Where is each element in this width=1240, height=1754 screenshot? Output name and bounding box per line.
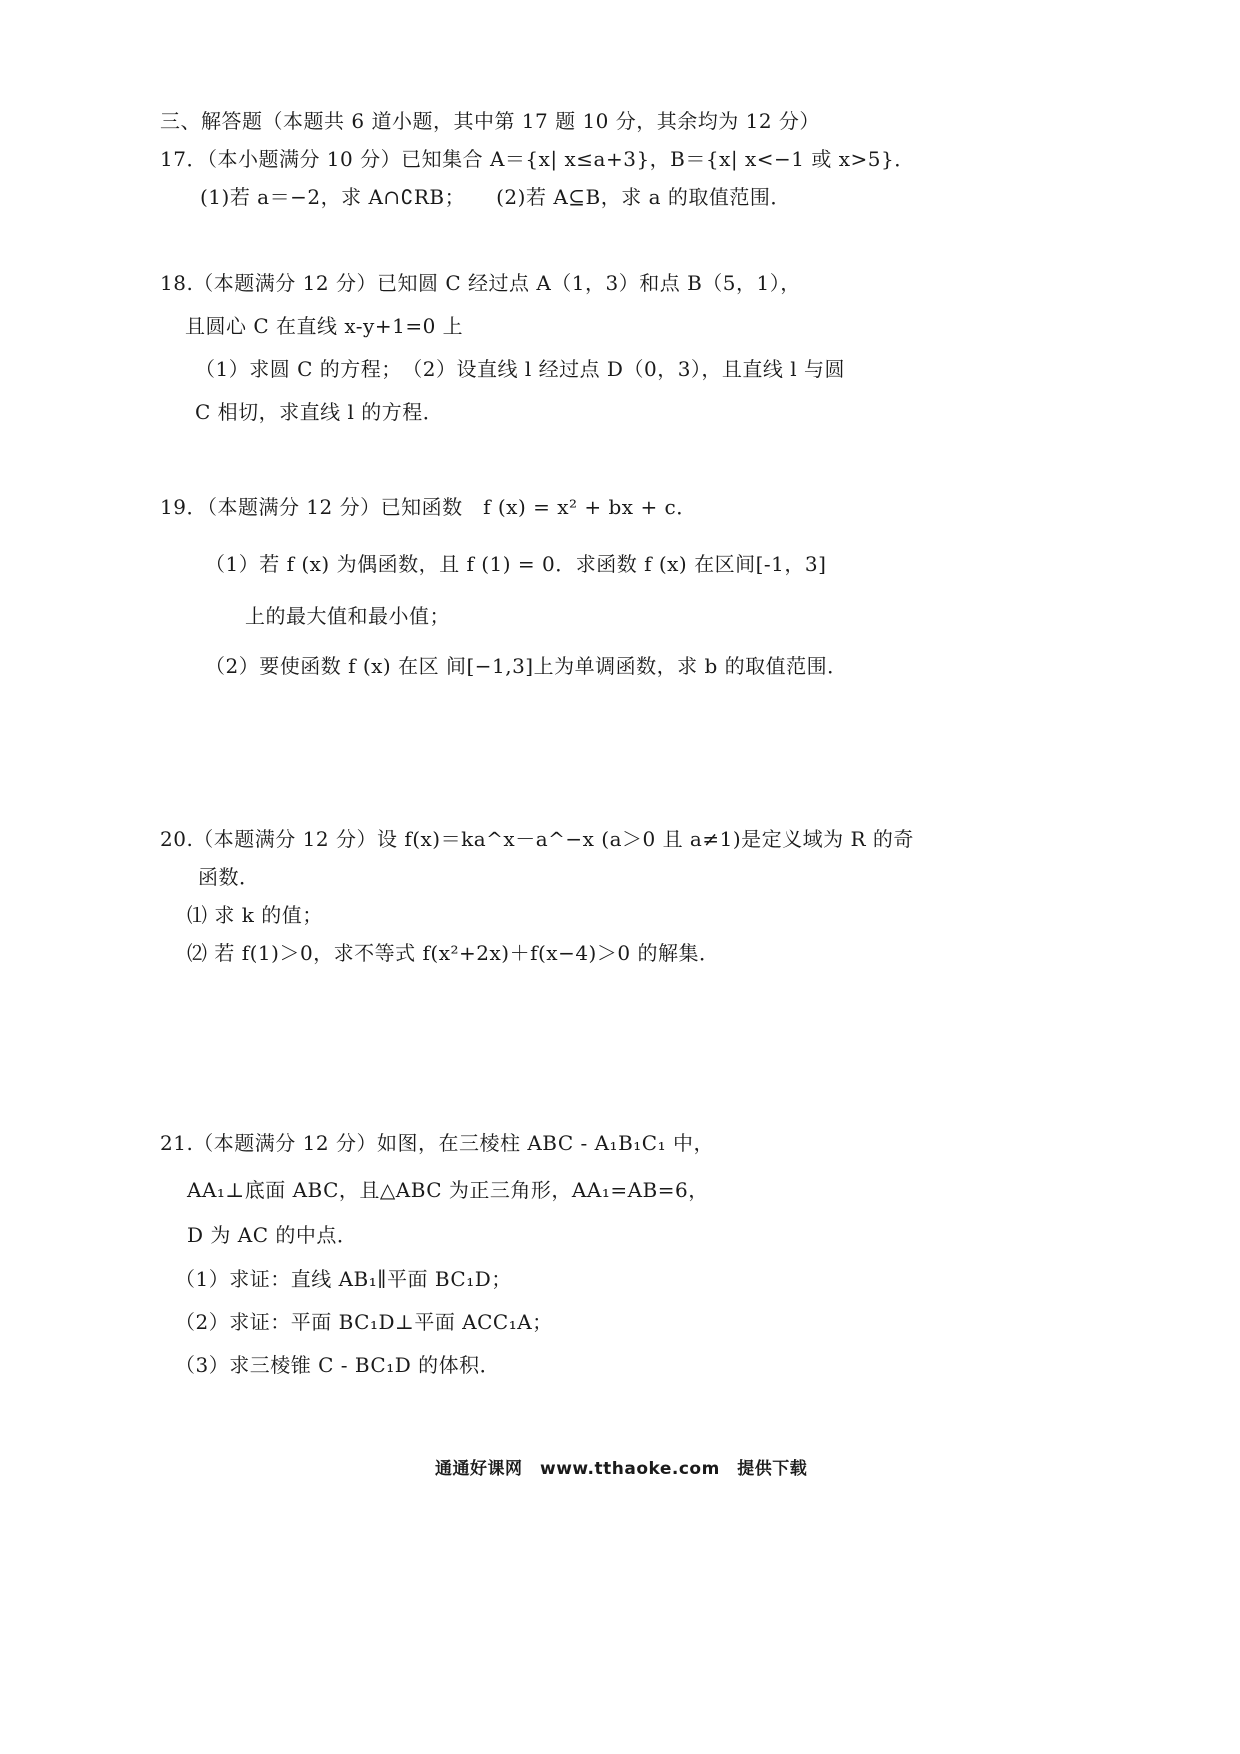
- question-18-stem: 18.（本题满分 12 分）已知圆 C 经过点 A（1，3）和点 B（5，1），: [160, 271, 801, 295]
- question-21-part3: （3）求三棱锥 C - BC₁D 的体积．: [175, 1353, 501, 1377]
- question-18-part1: （1）求圆 C 的方程； （2）设直线 l 经过点 D（0，3），且直线 l 与圆: [195, 357, 846, 381]
- question-18-line2: 且圆心 C 在直线 x-y+1=0 上: [185, 314, 464, 338]
- question-21-stem: 21.（本题满分 12 分）如图，在三棱柱 ABC - A₁B₁C₁ 中，: [160, 1131, 714, 1155]
- question-19-stem: 19．（本题满分 12 分）已知函数 f (x) = x² + bx + c．: [160, 495, 697, 519]
- question-18-part1-cont: C 相切，求直线 l 的方程．: [195, 400, 444, 424]
- footer-watermark: 通通好课网 www.tthaoke.com 提供下载: [435, 1459, 808, 1479]
- question-19-part1: （1）若 f (x) 为偶函数，且 f (1) = 0．求函数 f (x) 在区间[-1，3]: [205, 552, 827, 576]
- question-20-part1: ⑴ 求 k 的值；: [187, 903, 323, 927]
- question-21-part2: （2）求证：平面 BC₁D⊥平面 ACC₁A；: [175, 1310, 553, 1334]
- question-20-stem-cont: 函数．: [198, 865, 260, 889]
- question-21-part1: （1）求证：直线 AB₁∥平面 BC₁D；: [175, 1267, 512, 1291]
- question-20-stem: 20.（本题满分 12 分）设 f(x)＝ka^x－a^−x (a＞0 且 a≠1)是定义域为 R 的奇: [160, 827, 914, 851]
- question-20-part2: ⑵ 若 f(1)＞0，求不等式 f(x²+2x)＋f(x−4)＞0 的解集．: [187, 941, 720, 965]
- question-17-stem: 17．（本小题满分 10 分）已知集合 A＝{x| x≤a+3}，B＝{x| x<−1 或 x>5}．: [160, 147, 915, 171]
- section-header: 三、解答题（本题共 6 道小题，其中第 17 题 10 分，其余均为 12 分）: [160, 109, 820, 133]
- question-19-part1-cont: 上的最大值和最小值；: [245, 604, 450, 628]
- question-21-line3: D 为 AC 的中点．: [187, 1223, 358, 1247]
- question-17-parts: (1)若 a＝−2，求 A∩∁RB； (2)若 A⊆B，求 a 的取值范围．: [200, 185, 791, 209]
- question-21-line2: AA₁⊥底面 ABC，且△ABC 为正三角形，AA₁=AB=6，: [187, 1178, 709, 1202]
- question-19-part2: （2）要使函数 f (x) 在区 间[−1,3]上为单调函数，求 b 的取值范围．: [205, 654, 848, 678]
